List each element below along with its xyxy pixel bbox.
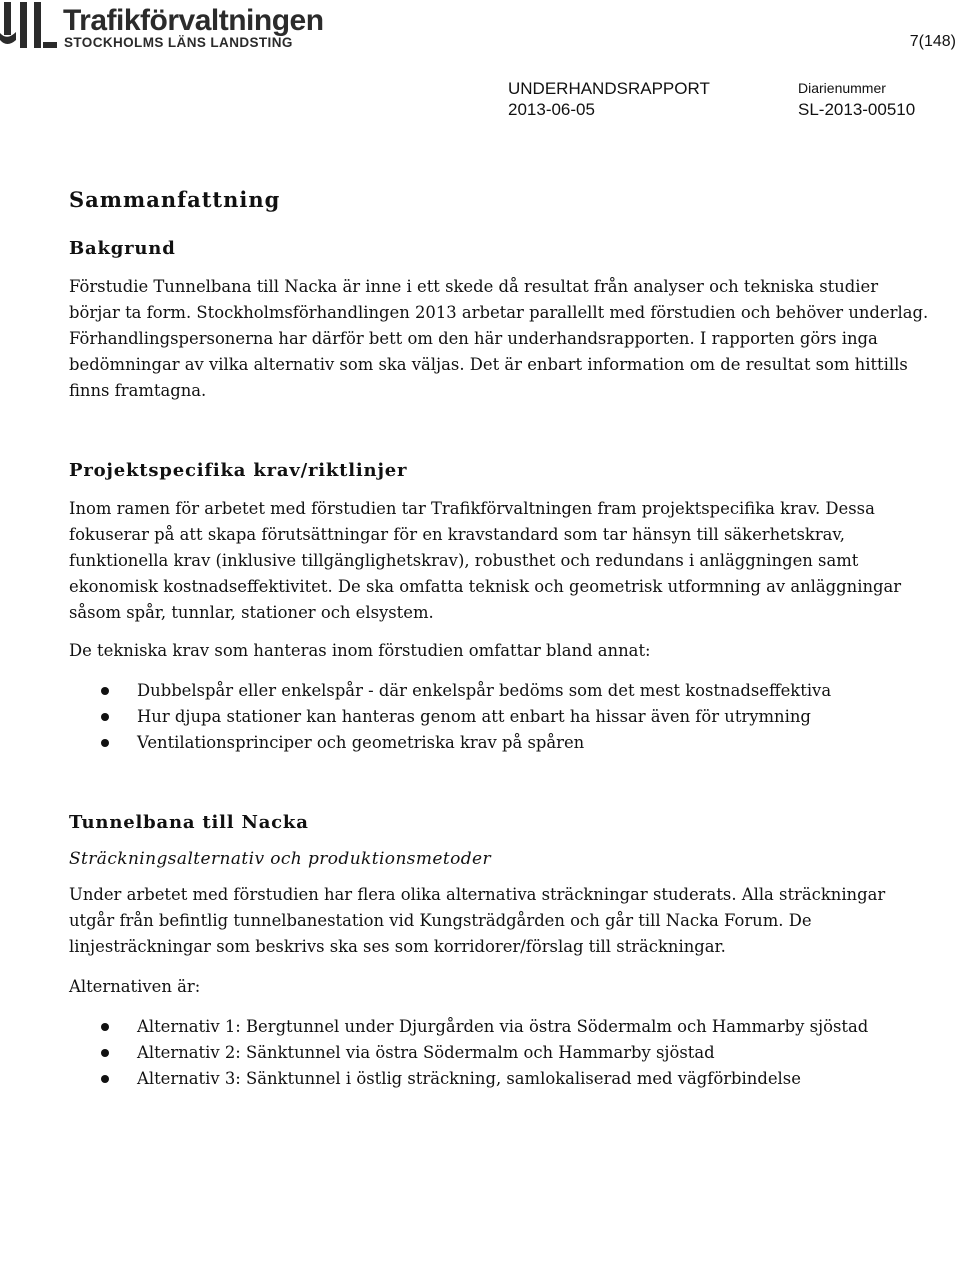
doc-type: UNDERHANDSRAPPORT [508, 79, 710, 98]
document-body [69, 186, 929, 1092]
alternatives-bullet-list [69, 1014, 929, 1092]
list-item: Alternativ 1: Bergtunnel under Djurgården via östra Södermalm och Hammarby sjöstad [69, 1014, 929, 1040]
nacka-subheading: Sträckningsalternativ och produktionsmetoder [69, 849, 492, 869]
doc-meta-right [798, 78, 915, 120]
org-logo [0, 0, 340, 52]
doc-meta-left [508, 78, 710, 120]
bakgrund-text: Förstudie Tunnelbana till Nacka är inne i ett skede då resultat från analyser och tekniska studier börjar ta form. Stockholmsförhandlingen 2013 arbetar parallellt med förstudien och behöver underlag. Förhandlingspersonerna har därför bett om den här underhandsrapporten. I rapporten görs inga bedömningar av vilka alternativ som ska väljas. Det är enbart information om de resultat som hittills finns framtagna. [69, 277, 929, 400]
doc-date: 2013-06-05 [508, 100, 595, 119]
section-title: Sammanfattning [69, 187, 281, 212]
page-number: 7(148) [909, 33, 956, 50]
krav-paragraph-2: De tekniska krav som hanteras inom förstudien omfattar bland annat: [69, 641, 651, 660]
krav-heading: Projektspecifika krav/riktlinjer [69, 460, 408, 481]
nacka-heading: Tunnelbana till Nacka [69, 812, 309, 833]
list-item: Hur djupa stationer kan hanteras genom att enbart ha hissar även för utrymning [69, 704, 929, 730]
list-item: Dubbelspår eller enkelspår - där enkelspår bedöms som det mest kostnadseffektiva [69, 678, 929, 704]
nacka-paragraph-1: Under arbetet med förstudien har flera olika alternativa sträckningar studerats. Alla sträckningar utgår från befintlig tunnelbanestation vid Kungsträdgården och går till Nacka Forum. De linjesträckningar som beskrivs ska ses som korridorer/förslag till sträckningar. [69, 885, 886, 956]
krav-paragraph-1: Inom ramen för arbetet med förstudien tar Trafikförvaltningen fram projektspecifika krav. Dessa fokuserar på att skapa förutsättningar för en kravstandard som tar hänsyn till säkerhetskrav, funktionella krav (inklusive tillgänglighetskrav), robusthet och redundans i anläggningen samt ekonomisk kostnadseffektivitet. De ska omfatta teknisk och geometrisk utformning av anläggningar såsom spår, tunnlar, stationer och elsystem. [69, 499, 902, 622]
org-subtitle: STOCKHOLMS LÄNS LANDSTING [64, 35, 293, 50]
list-item: Ventilationsprinciper och geometriska krav på spåren [69, 730, 929, 756]
list-item: Alternativ 2: Sänktunnel via östra Södermalm och Hammarby sjöstad [69, 1040, 929, 1066]
diarie-number: SL-2013-00510 [798, 100, 916, 119]
nacka-paragraph-2: Alternativen är: [69, 977, 201, 996]
logo-mark-icon [0, 2, 58, 50]
krav-bullet-list [69, 678, 929, 756]
bakgrund-heading: Bakgrund [69, 238, 176, 259]
diarie-label: Diarienummer [798, 80, 886, 96]
list-item: Alternativ 3: Sänktunnel i östlig sträckning, samlokaliserad med vägförbindelse [69, 1066, 929, 1092]
org-name: Trafikförvaltningen [63, 4, 324, 37]
